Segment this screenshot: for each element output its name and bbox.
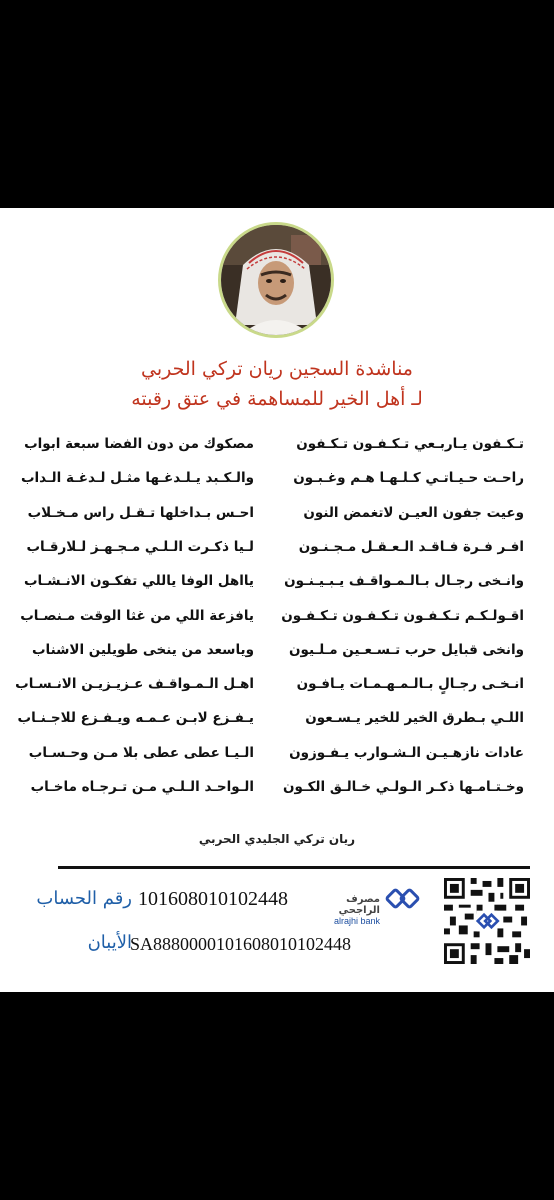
verse-first-half: وخـتـامـها ذكـر الـولـي خـالـق الكـون xyxy=(282,779,524,795)
verse-second-half: يااهل الوفا ياللي تفكـون الانـشـاب xyxy=(23,573,254,590)
verse-first-half: اللـي بـطرق الخير للخير يـسـعون xyxy=(305,710,524,727)
bank-name-ar: مصرف الراجحي xyxy=(338,894,380,916)
verse-second-half: والـكـبد يـلـدغـها مثـل لـدغـة الـداب xyxy=(20,470,254,487)
verse-first-half: انـخـى رجـالٍ بـالـمـهـمـات يـافـون xyxy=(296,676,524,693)
verse-first-half: اقـولـكـم تـكـفـون تـكـفـون تـكـفـون xyxy=(281,607,524,624)
bank-name xyxy=(326,894,380,926)
account-number-label: رقم الحساب xyxy=(36,888,132,909)
verse-second-half: اهـل الـمـواقـف عـزيـزيـن الانـسـاب xyxy=(15,676,254,693)
verse-second-half: لـيا ذكـرت الـلـي مـجـهـز لـلارقـاب xyxy=(26,538,254,555)
verse-second-half: وياسعد من ينخى طويلين الاشناب xyxy=(31,641,254,658)
bank-name-en: alrajhi bank xyxy=(333,916,380,926)
verse-first-half: افـر فـرة فـاقـد الـعـقـل مـجـنـون xyxy=(298,538,524,555)
avatar-photo-icon xyxy=(221,225,331,335)
poet-name: ريان تركي الجليدي الحربي xyxy=(198,832,356,846)
alrajhi-logo-icon xyxy=(384,884,424,918)
verse-second-half: يـفـزع لابـن عـمـه ويـفـزع للاجـنـاب xyxy=(17,710,254,727)
verse-first-half: وانـخى رجـال بـالـمـواقـف يـبـيـنـون xyxy=(284,573,524,590)
verse-second-half: الـواحـد الـلـي مـن تـرجـاه ماخـاب xyxy=(30,779,254,795)
account-number[interactable]: 101608010102448 xyxy=(138,888,288,910)
iban-number[interactable]: SA8880000101608010102448 xyxy=(130,934,352,954)
verse-first-half: وانخى قبايل حرب تـسـعـين مـلـيون xyxy=(288,641,524,658)
iban-label: الأيبان xyxy=(87,932,132,953)
verse-first-half: عادات نازهـيـن الـشـوارب يـفـوزون xyxy=(289,744,524,761)
divider xyxy=(58,866,530,869)
verse-first-half: تـكـفون يـاربـعي تـكـفـون تـكـفون xyxy=(296,436,524,452)
verse-second-half: مصكوك من دون الفضا سبعة ابواب xyxy=(24,436,254,452)
prisoner-avatar xyxy=(218,222,334,338)
appeal-subtitle: لـ أهل الخير للمساهمة في عتق رقبته xyxy=(131,388,423,410)
appeal-poster xyxy=(0,208,554,992)
verse-second-half: الـيـا عطى عطى بلا مـن وحـسـاب xyxy=(28,744,254,761)
qr-code-icon xyxy=(444,878,530,964)
verse-first-half: وعيت جفون العيـن لاتغمض النون xyxy=(303,504,524,521)
verse-second-half: يافزعة اللي من غثا الوقت مـنصـاب xyxy=(20,607,254,624)
appeal-title: مناشدة السجين ريان تركي الحربي xyxy=(141,358,413,380)
verse-first-half: راحـت حـيـاتـي كـلـهـا هـم وغـبـون xyxy=(293,470,524,487)
verse-second-half: احـس بـداخلها تـقـل راس مـخـلاب xyxy=(27,504,254,521)
